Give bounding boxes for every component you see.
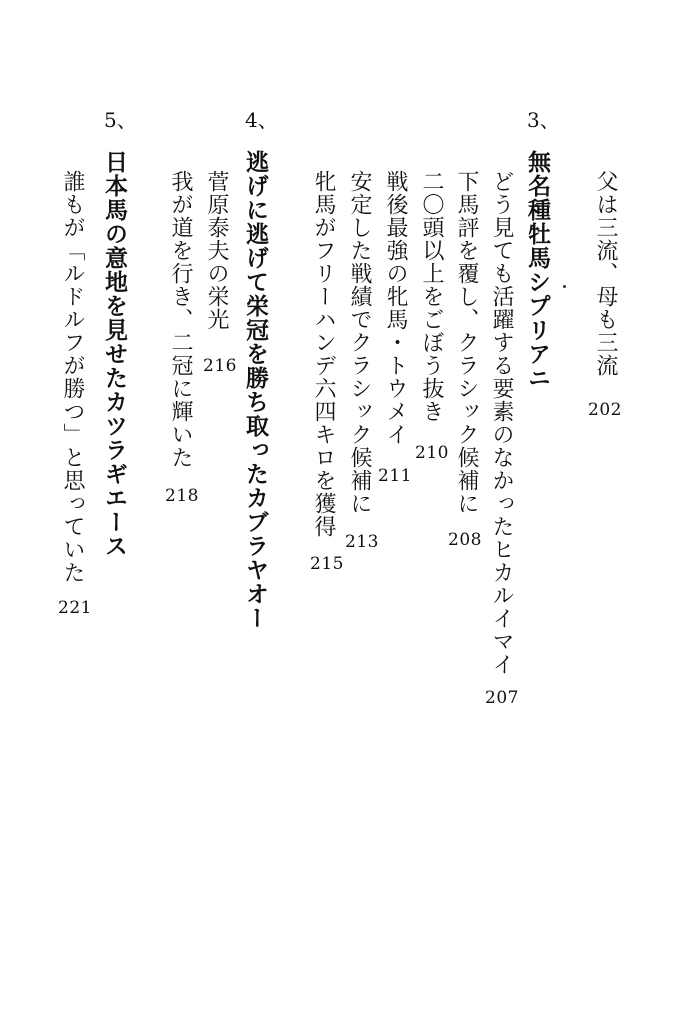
toc-entry-title: 安定した戦績でクラシック候補に xyxy=(347,170,372,515)
chapter-number: 4、 xyxy=(245,108,278,132)
toc-entry-title: 父は三流、母も三流 xyxy=(593,170,618,377)
toc-entry-title: 我が道を行き、二冠に輝いた xyxy=(168,170,193,469)
toc-entry-title: 戦後最強の牝馬・トウメイ xyxy=(383,170,408,446)
chapter-title: 逃げに逃げて栄冠を勝ち取ったカブラヤオー xyxy=(242,150,269,630)
print-speck xyxy=(563,285,566,288)
chapter-title: 無名種牡馬シプリアニ xyxy=(524,150,551,390)
toc-entry-title: 誰もが「ルドルフが勝つ」と思っていた xyxy=(60,170,85,584)
toc-entry-page: 207 xyxy=(485,688,519,708)
chapter-number: 5、 xyxy=(104,108,137,132)
toc-entry-page: 213 xyxy=(345,532,379,552)
toc-entry-page: 221 xyxy=(58,598,92,618)
toc-entry-title: 下馬評を覆し、クラシック候補に xyxy=(454,170,479,515)
toc-entry-title: 菅原泰夫の栄光 xyxy=(204,170,229,331)
toc-entry-page: 218 xyxy=(165,486,199,506)
toc-entry-title: 牝馬がフリーハンデ六四キロを獲得 xyxy=(311,170,336,538)
chapter-number: 3、 xyxy=(527,108,560,132)
toc-entry-page: 211 xyxy=(378,466,412,486)
chapter-title: 日本馬の意地を見せたカツラギエース xyxy=(101,150,128,558)
toc-entry-title: 二〇頭以上をごぼう抜き xyxy=(419,170,444,423)
toc-entry-page: 202 xyxy=(588,400,622,420)
toc-entry-title: どう見ても活躍する要素のなかったヒカルイマイ xyxy=(489,170,514,676)
toc-entry-page: 210 xyxy=(415,443,449,463)
toc-entry-page: 216 xyxy=(203,356,237,376)
toc-entry-page: 208 xyxy=(448,530,482,550)
toc-entry-page: 215 xyxy=(310,554,344,574)
